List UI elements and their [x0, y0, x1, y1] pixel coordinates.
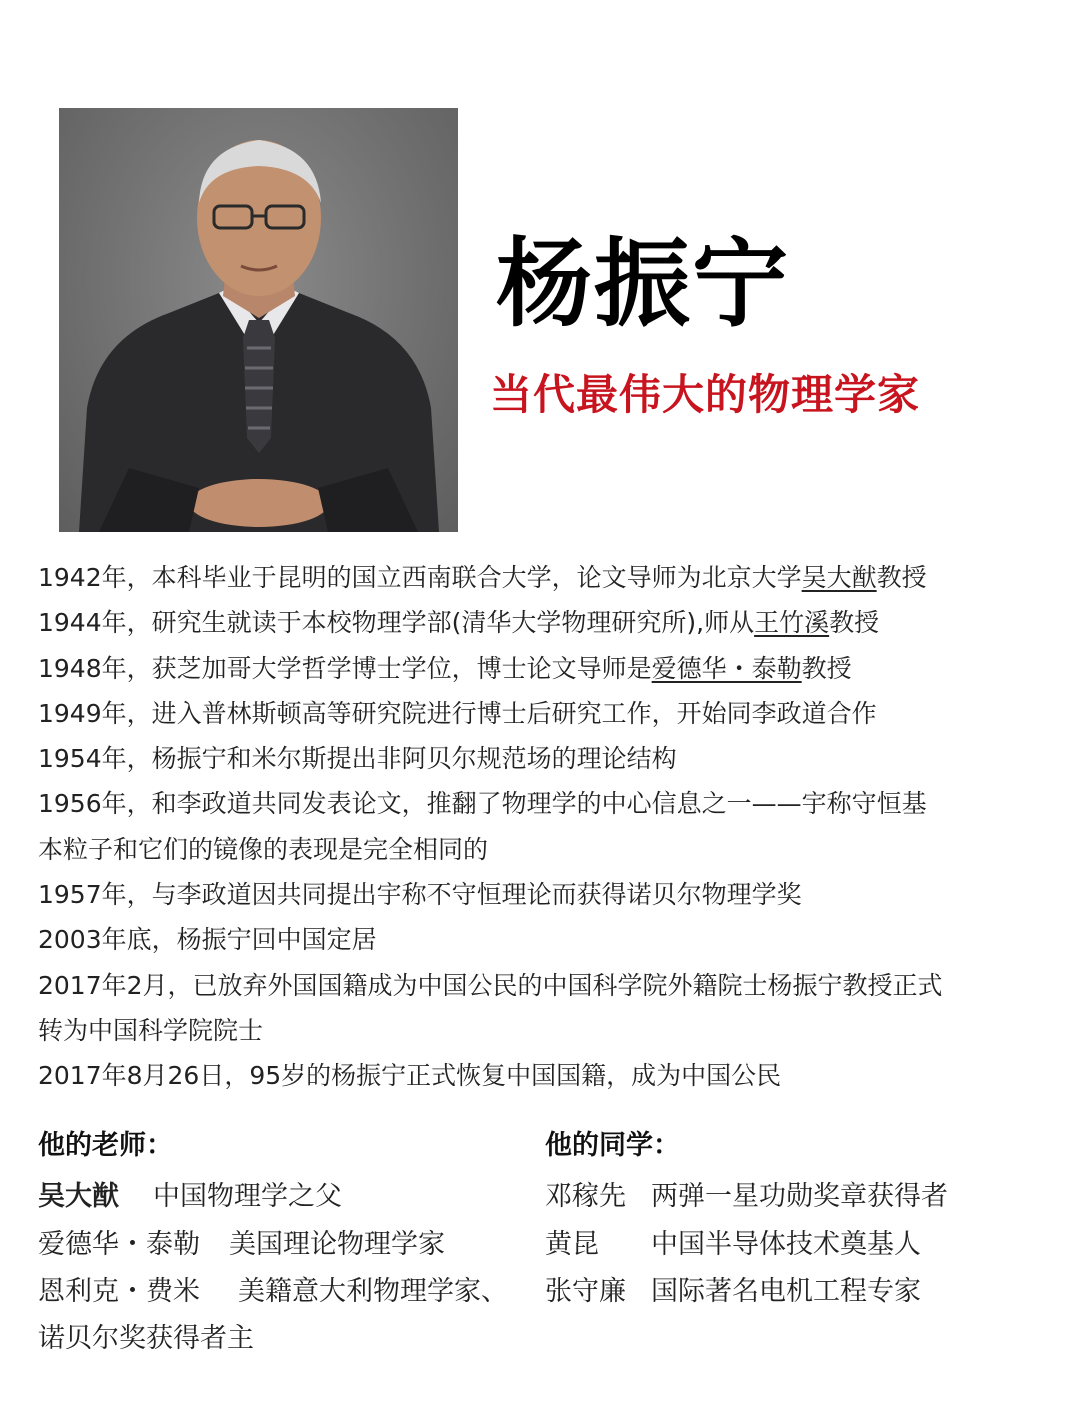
timeline-text: 1954年，杨振宁和米尔斯提出非阿贝尔规范场的理论结构 — [38, 744, 677, 774]
timeline-line — [38, 872, 1048, 917]
timeline-line — [38, 781, 1048, 826]
timeline-text: 教授 — [801, 653, 852, 683]
underlined-name: 吴大猷 — [801, 563, 877, 592]
timeline-line — [38, 646, 1048, 691]
timeline-line — [38, 1053, 1048, 1098]
teachers-title: 他的老师： — [38, 1130, 173, 1161]
timeline-text: 1948年，获芝加哥大学哲学博士学位，博士论文导师是 — [38, 653, 652, 683]
person-subtitle: 当代最伟大的物理学家 — [490, 370, 921, 419]
timeline-line — [38, 1008, 1048, 1053]
teacher-row — [38, 1183, 342, 1210]
timeline-text: 1949年，进入普林斯顿高等研究院进行博士后研究工作，开始同李政道合作 — [38, 698, 877, 728]
timeline-text: 教授 — [829, 608, 880, 638]
classmate-desc: 中国半导体技术奠基人 — [651, 1229, 921, 1260]
person-name: 杨振宁 — [496, 228, 790, 340]
teacher-name: 恩利克・费米 — [38, 1276, 200, 1307]
teacher-name: 吴大猷 — [38, 1181, 119, 1212]
timeline-line — [38, 600, 1048, 645]
classmate-row — [545, 1231, 921, 1258]
teacher-desc: 美籍意大利物理学家、 — [238, 1276, 508, 1307]
classmates-title: 他的同学： — [545, 1130, 680, 1161]
classmate-row — [545, 1183, 948, 1210]
timeline-line — [38, 827, 1048, 872]
classmate-desc: 两弹一星功勋奖章获得者 — [651, 1181, 948, 1212]
classmate-desc: 国际著名电机工程专家 — [651, 1276, 921, 1307]
timeline-text: 2017年8月26日，95岁的杨振宁正式恢复中国国籍，成为中国公民 — [38, 1061, 782, 1091]
classmate-name: 邓稼先 — [545, 1181, 626, 1212]
underlined-name: 王竹溪 — [754, 608, 830, 638]
timeline-text: 2003年底，杨振宁回中国定居 — [38, 925, 377, 955]
teacher-desc: 美国理论物理学家 — [229, 1229, 445, 1260]
timeline-text: 教授 — [876, 563, 927, 592]
classmate-name: 黄昆 — [545, 1229, 599, 1260]
classmate-row — [545, 1278, 921, 1305]
timeline-text: 1942年，本科毕业于昆明的国立西南联合大学，论文导师为北京大学 — [38, 563, 802, 592]
teacher-name: 诺贝尔奖获得者主 — [38, 1323, 254, 1354]
timeline-text: 1956年，和李政道共同发表论文，推翻了物理学的中心信息之一——宇称守恒基 — [38, 789, 927, 819]
teacher-desc: 中国物理学之父 — [153, 1181, 342, 1212]
timeline-text: 1957年，与李政道因共同提出宇称不守恒理论而获得诺贝尔物理学奖 — [38, 880, 802, 910]
timeline-text: 2017年2月，已放弃外国国籍成为中国公民的中国科学院外籍院士杨振宁教授正式 — [38, 970, 943, 1000]
timeline-line — [38, 963, 1048, 1008]
underlined-name: 爱德华・泰勒 — [651, 653, 802, 683]
timeline-line — [38, 736, 1048, 781]
classmate-name: 张守廉 — [545, 1276, 626, 1307]
portrait-photo — [59, 108, 458, 532]
timeline-line — [38, 917, 1048, 962]
teacher-row — [38, 1278, 508, 1305]
teacher-name: 爱德华・泰勒 — [38, 1229, 200, 1260]
timeline — [38, 555, 1048, 1099]
timeline-text: 1944年，研究生就读于本校物理学部(清华大学物理研究所),师从 — [38, 608, 755, 638]
timeline-line — [38, 555, 1048, 600]
teacher-row — [38, 1325, 254, 1352]
timeline-text: 转为中国科学院院士 — [38, 1015, 264, 1045]
timeline-line — [38, 691, 1048, 736]
teacher-row — [38, 1231, 445, 1258]
timeline-text: 本粒子和它们的镜像的表现是完全相同的 — [38, 834, 489, 864]
